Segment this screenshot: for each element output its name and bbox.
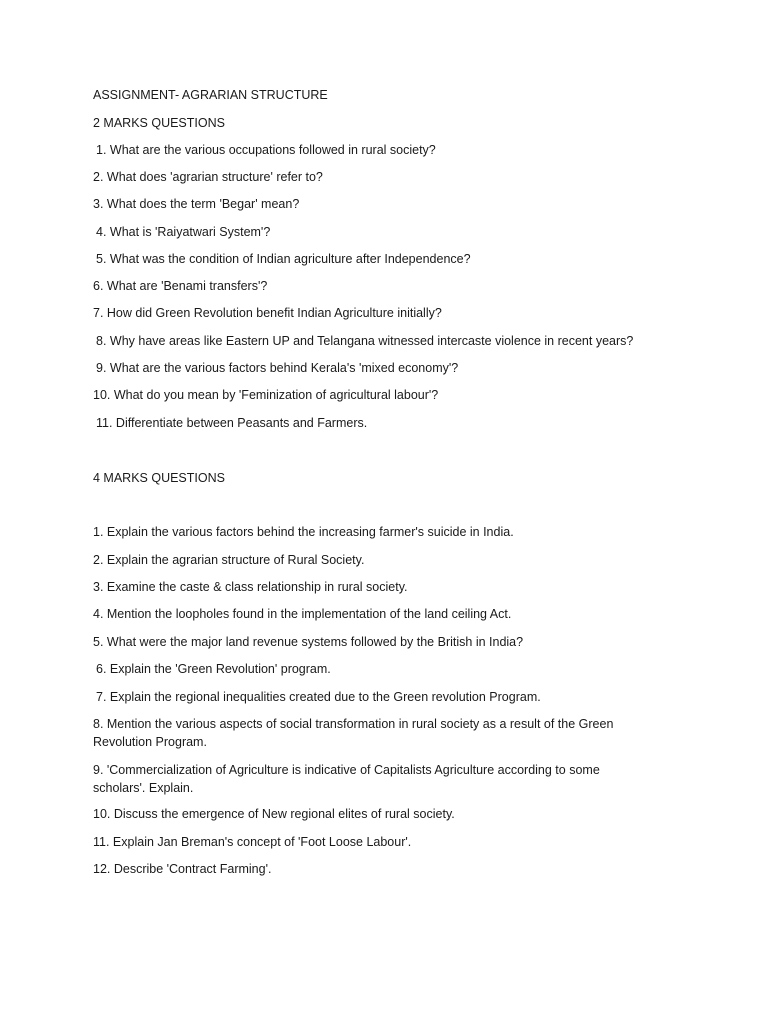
question-item: 7. Explain the regional inequalities created due to the Green revolution Program. [96,690,541,704]
question-item: 8. Mention the various aspects of social transformation in rural society as a result of the Green Revolution Program. [93,717,614,749]
section-heading-4-marks: 4 MARKS QUESTIONS [93,471,225,485]
question-item: 4. What is 'Raiyatwari System'? [96,225,271,239]
question-item: 7. How did Green Revolution benefit Indian Agriculture initially? [93,306,442,320]
question-item: 1. What are the various occupations followed in rural society? [96,143,436,157]
question-item: 8. Why have areas like Eastern UP and Telangana witnessed intercaste violence in recent years? [96,334,634,348]
question-item: 10. What do you mean by 'Feminization of agricultural labour'? [93,388,439,402]
question-item: 6. What are 'Benami transfers'? [93,279,268,293]
document-title: ASSIGNMENT- AGRARIAN STRUCTURE [93,88,328,102]
question-item: 4. Mention the loopholes found in the implementation of the land ceiling Act. [93,607,512,621]
question-item: 10. Discuss the emergence of New regional elites of rural society. [93,807,455,821]
question-item: 2. Explain the agrarian structure of Rural Society. [93,553,365,567]
question-item: 2. What does 'agrarian structure' refer to? [93,170,323,184]
question-item: 1. Explain the various factors behind the increasing farmer's suicide in India. [93,525,514,539]
question-item: 12. Describe 'Contract Farming'. [93,862,272,876]
question-item: 5. What was the condition of Indian agriculture after Independence? [96,252,471,266]
question-item: 3. What does the term 'Begar' mean? [93,197,300,211]
question-item: 11. Differentiate between Peasants and Farmers. [96,416,368,430]
question-item: 5. What were the major land revenue systems followed by the British in India? [93,635,524,649]
question-item: 9. 'Commercialization of Agriculture is indicative of Capitalists Agriculture according to some scholars'. Explain. [93,763,600,795]
question-item: 3. Examine the caste & class relationship in rural society. [93,580,408,594]
question-item: 11. Explain Jan Breman's concept of 'Foot Loose Labour'. [93,835,412,849]
question-item: 6. Explain the 'Green Revolution' program. [96,662,331,676]
question-item: 9. What are the various factors behind Kerala's 'mixed economy'? [96,361,459,375]
section-heading-2-marks: 2 MARKS QUESTIONS [93,116,225,130]
